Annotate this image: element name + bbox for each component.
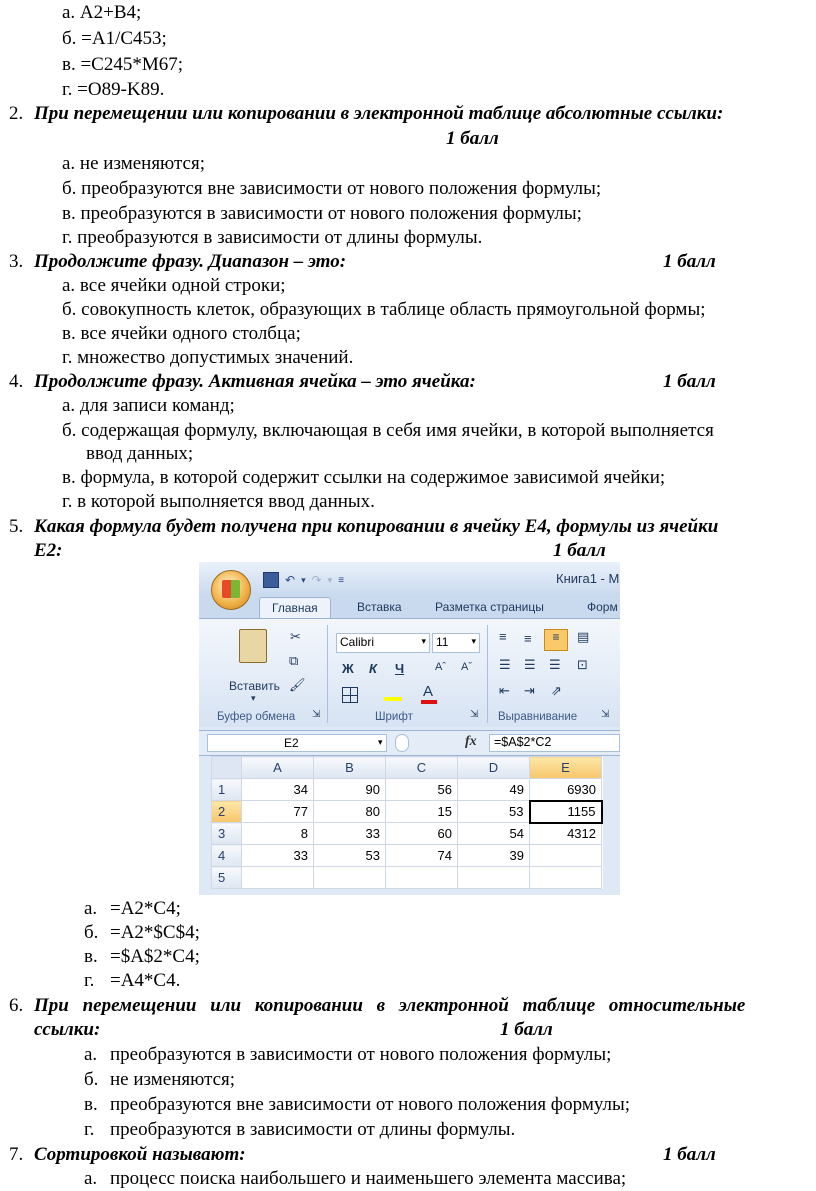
option-line: а. все ячейки одной строки; [62, 275, 286, 296]
option-line: не изменяются; [110, 1069, 236, 1090]
cell[interactable] [386, 867, 458, 889]
option-line: б. преобразуются вне зависимости от нового положения формулы; [62, 178, 602, 199]
cell[interactable]: 77 [242, 801, 314, 823]
ribbon [199, 618, 620, 727]
cell[interactable] [530, 845, 602, 867]
table-row [212, 845, 602, 867]
save-icon[interactable] [263, 572, 279, 588]
formula-bar-splitter[interactable] [395, 734, 409, 752]
dialog-launcher-icon[interactable]: ⇲ [312, 709, 321, 720]
option-line: в. формула, в которой содержит ссылки на содержимое зависимой ячейки; [62, 467, 666, 488]
question-score: 1 балл [663, 371, 716, 392]
group-label-alignment: Выравнивание [498, 711, 578, 723]
option-line: б. содержащая формулу, включающая в себя имя ячейки, в которой выполняется [62, 420, 714, 441]
cell[interactable]: 56 [386, 779, 458, 801]
option-letter: г. [84, 970, 95, 991]
grow-font-icon[interactable]: Aˆ [435, 661, 446, 673]
question-text: Продолжите фразу. Активная ячейка – это ячейка: [34, 371, 476, 392]
option-letter: в. [84, 1094, 98, 1115]
column-header[interactable]: A [242, 757, 314, 779]
merge-center-icon[interactable]: ⊡ [577, 657, 588, 672]
underline-button[interactable]: Ч [395, 661, 405, 676]
option-line: г. преобразуются в зависимости от длины формулы. [62, 227, 483, 248]
option-line: преобразуются в зависимости от длины формулы. [110, 1119, 516, 1140]
group-label-clipboard: Буфер обмена [217, 711, 296, 723]
cell[interactable] [242, 867, 314, 889]
cell[interactable]: 6930 [530, 779, 602, 801]
dropdown-icon[interactable]: ▾ [301, 574, 306, 585]
align-middle-icon[interactable]: ≡ [524, 631, 532, 646]
question-score: 1 балл [663, 1144, 716, 1165]
cell[interactable]: 33 [242, 845, 314, 867]
group-label-font: Шрифт [375, 711, 413, 723]
question-text: При перемещении или копировании в электронной таблице абсолютные ссылки: [34, 103, 724, 124]
customize-icon[interactable]: ≡ [338, 574, 345, 586]
question-text: Какая формула будет получена при копировании в ячейку E4, формулы из ячейки [34, 516, 719, 537]
dialog-launcher-icon[interactable]: ⇲ [601, 709, 610, 720]
row-header[interactable]: 4 [212, 845, 242, 867]
question-score: 1 балл [663, 251, 716, 272]
group-separator [327, 625, 328, 723]
cell[interactable]: 90 [314, 779, 386, 801]
tab-page-layout[interactable]: Разметка страницы [435, 600, 544, 614]
cell[interactable]: 39 [458, 845, 530, 867]
cell[interactable]: 60 [386, 823, 458, 845]
tab-insert[interactable]: Вставка [357, 600, 402, 614]
spreadsheet-grid [211, 756, 603, 889]
borders-icon[interactable] [342, 687, 358, 703]
question-text: E2: [34, 540, 63, 561]
option-letter: а. [84, 1044, 98, 1065]
font-size-value: 11 [436, 635, 449, 649]
table-row [212, 779, 602, 801]
align-center-icon[interactable]: ☰ [524, 657, 536, 672]
column-header-row [212, 757, 602, 779]
select-all-corner[interactable] [212, 757, 242, 779]
question-number: 3. [9, 251, 24, 272]
option-letter: а. [84, 1168, 98, 1189]
align-right-icon[interactable]: ☰ [549, 657, 561, 672]
option-letter: б. [84, 1069, 99, 1090]
window-title: Книга1 - M [556, 571, 620, 586]
align-top-icon[interactable]: ≡ [499, 629, 507, 644]
bold-button[interactable]: Ж [342, 661, 354, 676]
row-header[interactable]: 1 [212, 779, 242, 801]
group-separator [487, 625, 488, 723]
wrap-text-icon[interactable]: ▤ [577, 629, 590, 644]
table-row [212, 823, 602, 845]
align-left-icon[interactable]: ☰ [499, 657, 511, 672]
font-name-select[interactable] [336, 633, 430, 653]
cell[interactable]: 80 [314, 801, 386, 823]
question-text: Продолжите фразу. Диапазон – это: [34, 251, 347, 272]
undo-icon[interactable]: ↶ [285, 573, 296, 587]
column-header[interactable]: E [530, 757, 602, 779]
cell[interactable] [314, 867, 386, 889]
tab-formulas[interactable]: Форм [587, 600, 618, 614]
option-letter: в. [84, 946, 98, 967]
option-line: ввод данных; [86, 443, 194, 464]
fill-color-icon[interactable] [384, 697, 402, 701]
paste-dropdown-icon[interactable]: ▾ [251, 693, 256, 703]
question-number: 4. [9, 371, 24, 392]
option-line: г. =O89-K89. [62, 79, 165, 100]
dialog-launcher-icon[interactable]: ⇲ [470, 709, 479, 720]
cell[interactable]: 4312 [530, 823, 602, 845]
formula-input[interactable]: =$A$2*C2 [489, 734, 620, 752]
cut-icon[interactable]: ✂ [290, 629, 301, 644]
cell[interactable]: 53 [458, 801, 530, 823]
option-letter: б. [84, 922, 99, 943]
align-bottom-icon[interactable]: ≡ [544, 629, 568, 651]
redo-icon[interactable]: ↷ [311, 573, 322, 587]
font-color-swatch [421, 700, 437, 704]
option-line: в. =C245*M67; [62, 54, 184, 75]
cell[interactable]: 53 [314, 845, 386, 867]
option-line: =$A$2*C4; [110, 946, 200, 967]
option-letter: а. [84, 898, 98, 919]
cell[interactable]: 49 [458, 779, 530, 801]
option-line: а. для записи команд; [62, 395, 235, 416]
cell[interactable]: 8 [242, 823, 314, 845]
cell[interactable]: 54 [458, 823, 530, 845]
option-line: преобразуются вне зависимости от нового положения формулы; [110, 1094, 631, 1115]
orientation-icon[interactable]: ⇗ [551, 683, 562, 698]
name-box-value: E2 [284, 736, 299, 750]
cell[interactable] [458, 867, 530, 889]
dropdown-icon[interactable]: ▾ [327, 574, 333, 585]
copy-icon[interactable]: ⧉ [289, 653, 299, 668]
cell[interactable]: 74 [386, 845, 458, 867]
paste-button[interactable]: Вставить [229, 679, 280, 693]
cell[interactable]: 34 [242, 779, 314, 801]
tab-home[interactable]: Главная [259, 597, 331, 621]
option-line: в. все ячейки одного столбца; [62, 323, 301, 344]
insert-function-icon[interactable]: fx [465, 734, 477, 749]
question-text: При перемещении или копировании в электронной таблице относительные [34, 995, 746, 1016]
format-painter-icon[interactable]: 🖌 [289, 677, 306, 692]
question-score: 1 балл [553, 540, 606, 561]
italic-button[interactable]: К [369, 661, 377, 676]
question-number: 2. [9, 103, 24, 124]
row-header[interactable]: 5 [212, 867, 242, 889]
option-line: а. A2+B4; [62, 2, 142, 23]
chevron-down-icon: ▾ [421, 636, 426, 646]
option-line: =A2*C4; [110, 898, 181, 919]
quick-access-toolbar [263, 570, 344, 590]
excel-title-bar [199, 562, 620, 596]
column-header[interactable]: C [386, 757, 458, 779]
paste-icon[interactable] [239, 629, 267, 663]
font-color-icon[interactable]: A [423, 683, 434, 700]
question-score: 1 балл [446, 128, 499, 149]
chevron-down-icon: ▾ [471, 636, 476, 646]
cell[interactable]: 15 [386, 801, 458, 823]
table-row [212, 801, 602, 823]
excel-screenshot [199, 562, 620, 895]
option-line: =A2*$C$4; [110, 922, 200, 943]
question-number: 6. [9, 995, 24, 1016]
increase-indent-icon[interactable]: ⇥ [524, 683, 535, 698]
ribbon-tabs [199, 596, 620, 618]
office-button[interactable] [211, 570, 251, 610]
column-header[interactable]: B [314, 757, 386, 779]
cell[interactable]: 33 [314, 823, 386, 845]
question-score: 1 балл [500, 1019, 553, 1040]
column-header[interactable]: D [458, 757, 530, 779]
name-box[interactable] [207, 734, 387, 752]
option-line: преобразуются в зависимости от нового положения формулы; [110, 1044, 612, 1065]
question-number: 5. [9, 516, 24, 537]
option-line: б. совокупность клеток, образующих в таблице область прямоугольной формы; [62, 299, 706, 320]
cell[interactable] [530, 867, 602, 889]
decrease-indent-icon[interactable]: ⇤ [499, 683, 510, 698]
office-logo-icon [222, 580, 240, 598]
question-number: 7. [9, 1144, 24, 1165]
question-text: ссылки: [34, 1019, 101, 1040]
option-line: г. множество допустимых значений. [62, 347, 354, 368]
active-cell[interactable]: 1155 [530, 801, 602, 823]
option-line: а. не изменяются; [62, 153, 205, 174]
chevron-down-icon: ▾ [378, 737, 383, 747]
row-header[interactable]: 2 [212, 801, 242, 823]
option-line: г. в которой выполняется ввод данных. [62, 491, 375, 512]
option-line: б. =A1/C453; [62, 28, 167, 49]
option-letter: г. [84, 1119, 95, 1140]
option-line: в. преобразуются в зависимости от нового положения формулы; [62, 203, 582, 224]
font-name-value: Calibri [340, 635, 375, 649]
shrink-font-icon[interactable]: Aˇ [461, 661, 472, 673]
row-header[interactable]: 3 [212, 823, 242, 845]
table-row [212, 867, 602, 889]
font-size-select[interactable] [432, 633, 480, 653]
option-line: =A4*C4. [110, 970, 181, 991]
question-text: Сортировкой называют: [34, 1144, 246, 1165]
option-line: процесс поиска наибольшего и наименьшего элемента массива; [110, 1168, 627, 1189]
formula-bar [199, 730, 620, 756]
